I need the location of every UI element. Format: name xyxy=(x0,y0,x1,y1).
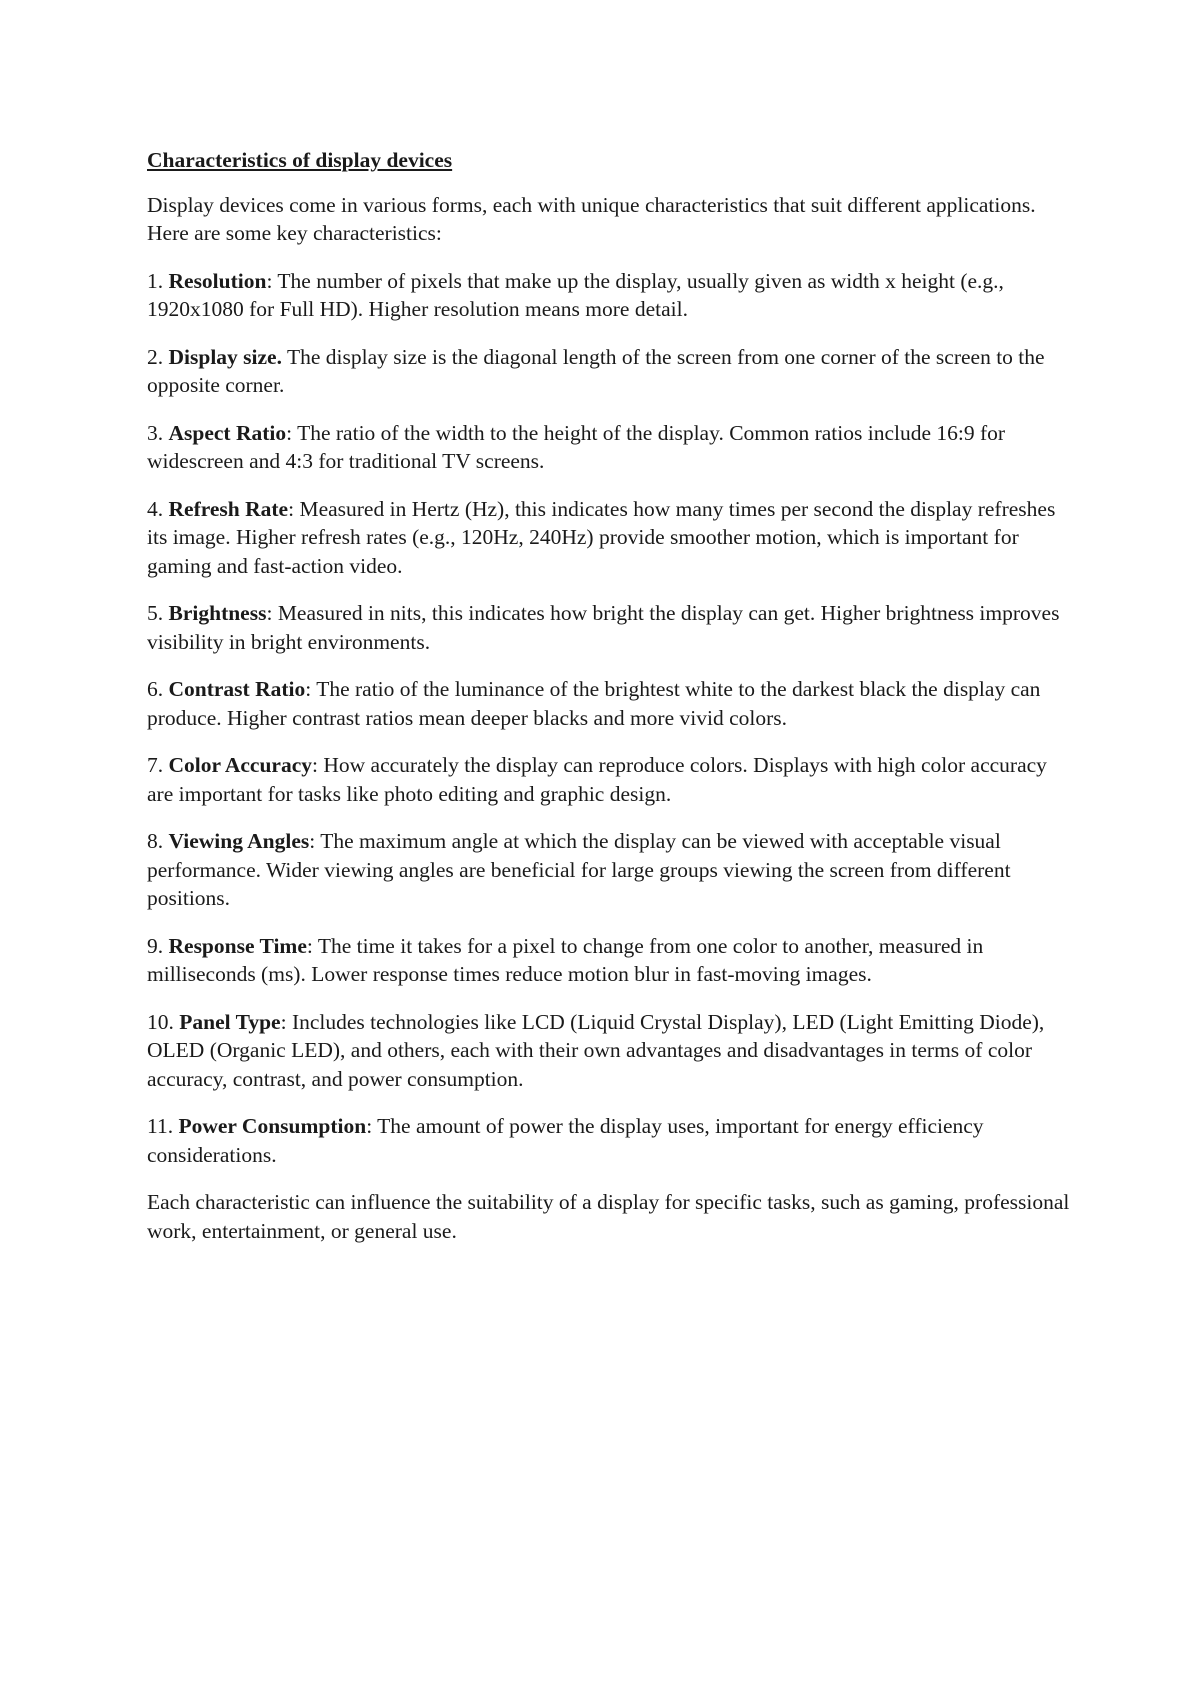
item-text: : Measured in nits, this indicates how bright the display can get. Higher brightness improves visibility in bright environments. xyxy=(147,601,1060,654)
document-title: Characteristics of display devices xyxy=(147,148,453,172)
item-text: : The number of pixels that make up the display, usually given as width x height (e.g., 1920x1080 for Full HD). Higher resolution means more detail. xyxy=(147,268,1004,321)
list-item xyxy=(147,675,1072,732)
item-number: 1. xyxy=(147,268,169,293)
list-item xyxy=(147,751,1072,808)
item-term: Contrast Ratio xyxy=(168,677,306,701)
item-number: 4. xyxy=(147,496,169,521)
item-term: Response Time xyxy=(168,933,307,958)
list-item xyxy=(147,827,1072,913)
item-term: Display size. xyxy=(168,344,282,369)
conclusion-paragraph: Each characteristic can influence the suitability of a display for specific tasks, such as gaming, professional work, entertainment, or general use. xyxy=(147,1190,1070,1243)
item-number: 8. xyxy=(147,829,169,853)
item-number: 2. xyxy=(147,344,169,369)
list-item xyxy=(147,1112,1072,1169)
item-number: 7. xyxy=(147,753,169,777)
item-text: : Measured in Hertz (Hz), this indicates how many times per second the display refreshes its image. Higher refresh rates (e.g., 120Hz, 240Hz) provide smoother motion, which is important for gaming and fast-action video. xyxy=(147,496,1056,578)
item-text: : The maximum angle at which the display can be viewed with acceptable visual performance. Wider viewing angles are beneficial for large groups viewing the screen from different positions. xyxy=(147,829,1011,910)
item-text: : The time it takes for a pixel to change from one color to another, measured in milliseconds (ms). Lower response times reduce motion blur in fast-moving images. xyxy=(147,933,984,986)
item-term: Aspect Ratio xyxy=(168,420,287,445)
intro-paragraph: Display devices come in various forms, each with unique characteristics that suit different applications. Here are some key characteristics: xyxy=(147,192,1036,245)
item-term: Resolution xyxy=(168,268,267,293)
list-item xyxy=(147,599,1072,656)
item-term: Color Accuracy xyxy=(168,753,312,777)
list-item xyxy=(147,343,1072,400)
item-term: Refresh Rate xyxy=(168,496,289,521)
item-term: Brightness xyxy=(168,601,267,625)
list-item xyxy=(147,419,1072,476)
item-number: 11. xyxy=(147,1114,179,1138)
list-item xyxy=(147,1008,1072,1094)
list-item xyxy=(147,495,1072,581)
item-text: : The ratio of the width to the height of the display. Common ratios include 16:9 for widescreen and 4:3 for traditional TV screens. xyxy=(147,420,1006,473)
item-number: 6. xyxy=(147,677,169,701)
item-term: Power Consumption xyxy=(178,1114,367,1138)
item-number: 9. xyxy=(147,933,169,958)
item-text: : Includes technologies like LCD (Liquid Crystal Display), LED (Light Emitting Diode), OLED (Organic LED), and others, each with their own advantages and disadvantages in terms of color accuracy, contrast, and power consumption. xyxy=(147,1009,1045,1091)
document-body xyxy=(147,146,1072,1264)
item-number: 5. xyxy=(147,601,169,625)
item-text: : The ratio of the luminance of the brightest white to the darkest black the display can produce. Higher contrast ratios mean deeper blacks and more vivid colors. xyxy=(147,677,1041,730)
item-term: Viewing Angles xyxy=(168,829,310,853)
item-text: : How accurately the display can reproduce colors. Displays with high color accuracy are important for tasks like photo editing and graphic design. xyxy=(147,753,1047,806)
item-term: Panel Type xyxy=(179,1009,281,1034)
list-item xyxy=(147,932,1072,989)
item-text: : The amount of power the display uses, important for energy efficiency considerations. xyxy=(147,1114,984,1167)
list-item xyxy=(147,267,1072,324)
item-number: 10. xyxy=(147,1009,180,1034)
item-number: 3. xyxy=(147,420,169,445)
item-text: The display size is the diagonal length of the screen from one corner of the screen to the opposite corner. xyxy=(147,344,1045,397)
